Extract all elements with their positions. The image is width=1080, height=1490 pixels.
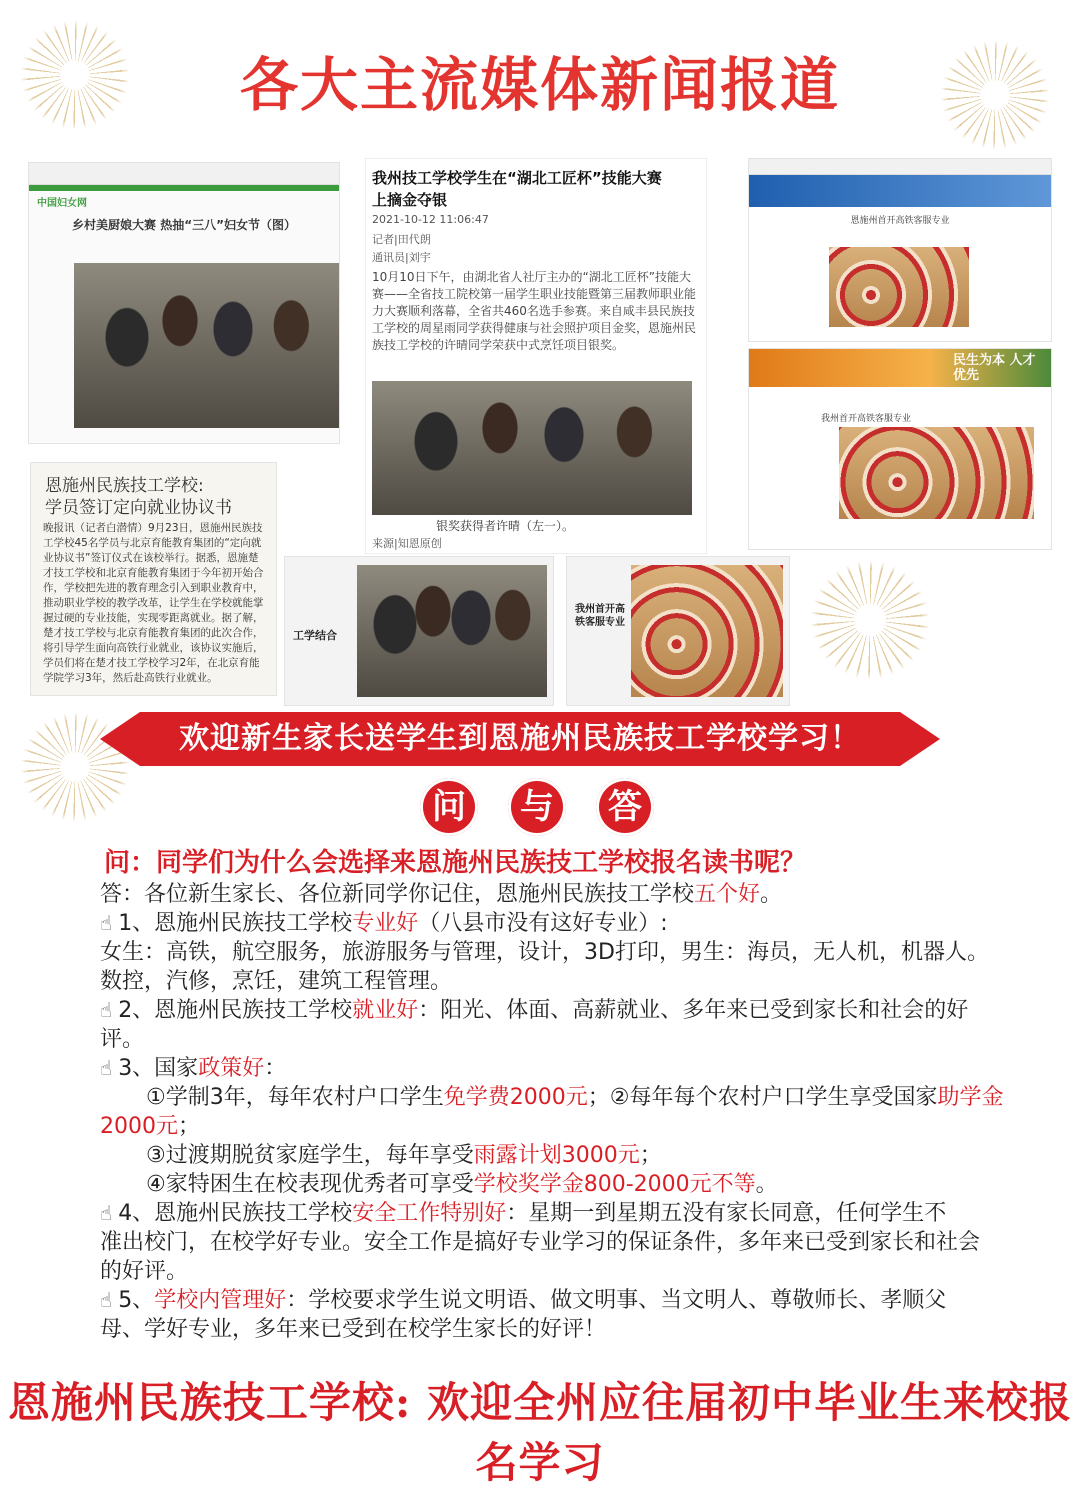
answer-text: ：学校要求学生说文明语、做文明事、当文明人、尊敬师长、孝顺父 xyxy=(286,1288,947,1313)
answer-highlight: 学校奖学金800-2000元不等 xyxy=(473,1172,756,1197)
clip-headline: 我州技工学校学生在“湖北工匠杯”技能大赛上摘金夺银 xyxy=(372,169,662,209)
point-2-line-2: 评。 xyxy=(100,1027,145,1052)
pointing-hand-icon: ☝ xyxy=(100,911,113,935)
clip-body: 10月10日下午，由湖北省人社厅主办的“湖北工匠杯”技能大赛——全省技工院校第一届学生职业技能暨第三届教师职业能力大赛顺利落幕，全省共460名选手参赛。来自咸丰县民族技工学校的周星雨同学获得健康与社会照护项目金奖，恩施州民族技工学校的许晴同学荣获中式烹饪项目银奖。 xyxy=(372,270,697,352)
answer-highlight: 免学费2000元 xyxy=(443,1085,588,1110)
point-1 xyxy=(100,909,1020,938)
clip-label: 工学结合 xyxy=(293,629,337,642)
pointing-hand-icon: ☝ xyxy=(100,1288,113,1312)
answer-text: 。 xyxy=(760,882,783,907)
news-clip-gov-site xyxy=(748,158,1052,342)
answer-highlight: 雨露计划3000元 xyxy=(473,1143,640,1168)
news-clip-rail xyxy=(566,556,790,706)
answer-highlight: 五个好 xyxy=(694,882,761,907)
award-photo xyxy=(372,381,692,515)
source: 来源|知恩原创 xyxy=(372,537,442,550)
answer-text: ； xyxy=(178,1114,201,1139)
news-clip-work-study xyxy=(284,556,554,706)
answer-highlight: 政策好 xyxy=(198,1056,265,1081)
cooking-photo xyxy=(74,263,339,428)
correspondent: 通讯员|刘宇 xyxy=(372,251,431,264)
clip-headline: 乡村美厨娘大赛 热抽“三八”妇女节（图） xyxy=(72,218,296,232)
answer-text: 。 xyxy=(755,1172,778,1197)
clip-headline: 我州首开高铁客服专业 xyxy=(575,604,625,628)
point-4-line-2: 准出校门，在校学好专业。安全工作是搞好专业学习的保证条件，多年来已受到家长和社会 xyxy=(100,1230,981,1255)
point-3-sub-3 xyxy=(146,1141,1016,1170)
site-banner xyxy=(749,349,1051,387)
news-clip-competition xyxy=(365,158,707,554)
pointing-hand-icon: ☝ xyxy=(100,998,113,1022)
answer-text: 5、 xyxy=(118,1288,155,1313)
point-5-line-2: 母、学好专业，多年来已受到在校学生家长的好评！ xyxy=(100,1317,607,1342)
qa-char-and: 与 xyxy=(508,778,566,836)
answer-highlight: 就业好 xyxy=(352,998,419,1023)
page-title: 各大主流媒体新闻报道 xyxy=(239,51,840,119)
answer-text: ； xyxy=(639,1143,662,1168)
point-3-sub-4 xyxy=(146,1170,1016,1199)
site-banner xyxy=(749,175,1051,207)
reporter: 记者|田代朗 xyxy=(372,233,431,246)
point-3 xyxy=(100,1054,1020,1083)
clip-subheadline: 学员签订定向就业协议书 xyxy=(45,498,232,518)
news-clip-cooking xyxy=(28,162,340,444)
point-4-line-3: 的好评。 xyxy=(100,1259,189,1284)
dancers-photo xyxy=(631,565,783,697)
answer-highlight: 助学金 xyxy=(937,1085,1004,1110)
workshop-photo xyxy=(357,565,547,697)
answer-intro xyxy=(100,880,1020,909)
dancers-photo xyxy=(839,427,1034,519)
question-heading: 问：同学们为什么会选择来恩施州民族技工学校报名读书呢？ xyxy=(104,848,807,878)
point-3-sub-1-line-2 xyxy=(100,1112,1020,1141)
answer-text: 1、恩施州民族技工学校 xyxy=(118,911,353,936)
answer-text: 答：各位新生家长、各位新同学你记住，恩施州民族技工学校 xyxy=(100,882,695,907)
news-clip-agreement xyxy=(30,462,277,696)
dancers-photo xyxy=(829,247,969,327)
clip-headline: 恩施州民族技工学校: xyxy=(45,476,204,496)
ribbon-text: 欢迎新生家长送学生到恩施州民族技工学校学习！ xyxy=(179,721,861,756)
qa-char-ask: 问 xyxy=(420,778,478,836)
answer-highlight: 专业好 xyxy=(352,911,419,936)
browser-bar xyxy=(29,163,339,185)
firework-decoration xyxy=(810,560,930,680)
answer-text: ④家特困生在校表现优秀者可享受 xyxy=(146,1172,474,1197)
pointing-hand-icon: ☝ xyxy=(100,1056,113,1080)
timestamp: 2021-10-12 11:06:47 xyxy=(372,213,489,226)
answer-text: ：阳光、体面、高薪就业、多年来已受到家长和社会的好 xyxy=(418,998,969,1023)
qa-char-answer: 答 xyxy=(596,778,654,836)
answer-text: ： xyxy=(264,1056,287,1081)
answer-highlight: 安全工作特别好 xyxy=(352,1201,507,1226)
clip-headline: 恩施州首开高铁客服专业 xyxy=(850,216,950,226)
clip-body: 晚报讯（记者白潜情）9月23日，恩施州民族技工学校45名学员与北京育能教育集团的“定向就业协议书”签订仪式在该校举行。据悉，恩施楚才技工学校和北京育能教育集团于今年初开始合作，学校把先进的教育理念引入到职业教育中，推动职业学校的教学改革，让学生在学校就能掌握过硬的专业技能，实现零距离就业。据了解，楚才技工学校与北京育能教育集团的此次合作，将引导学生面向高铁行业就业，该协议实施后，学员们将在楚才技工学校学习2年，在北京育能学院学习3年，然后赴高铁行业就业。 xyxy=(43,522,264,684)
point-2 xyxy=(100,996,1020,1025)
answer-text: （八县市没有这好专业）: xyxy=(418,911,668,936)
point-4 xyxy=(100,1199,1020,1228)
pointing-hand-icon: ☝ xyxy=(100,1201,113,1225)
answer-text: 2、恩施州民族技工学校 xyxy=(118,998,353,1023)
welcome-ribbon xyxy=(100,712,940,766)
answer-text: ：星期一到星期五没有家长同意，任何学生不 xyxy=(506,1201,947,1226)
answer-text: 3、国家 xyxy=(118,1056,199,1081)
footer-slogan: 恩施州民族技工学校: 欢迎全州应往届初中毕业生来校报名学习 xyxy=(7,1378,1073,1487)
answer-text: ①学制3年，每年农村户口学生 xyxy=(146,1085,444,1110)
photo-caption: 银奖获得者许晴（左一）。 xyxy=(436,519,575,533)
site-logo: 中国妇女网 xyxy=(37,198,87,209)
point-1-line-2: 女生：高铁，航空服务，旅游服务与管理，设计，3D打印，男生：海员，无人机，机器人。 xyxy=(100,940,989,965)
news-clip-hr-site xyxy=(748,348,1052,550)
point-5 xyxy=(100,1286,1020,1315)
answer-text: 4、恩施州民族技工学校 xyxy=(118,1201,353,1226)
browser-bar xyxy=(749,159,1051,175)
answer-text: ③过渡期脱贫家庭学生，每年享受 xyxy=(146,1143,474,1168)
answer-text: ；②每年每个农村户口学生享受国家 xyxy=(587,1085,938,1110)
answer-highlight: 2000元 xyxy=(100,1114,178,1139)
point-3-sub-1 xyxy=(146,1083,1016,1112)
qa-badge xyxy=(420,776,660,838)
point-1-line-3: 数控，汽修，烹饪，建筑工程管理。 xyxy=(100,969,453,994)
clip-headline: 我州首开高铁客服专业 xyxy=(821,414,912,424)
answer-highlight: 学校内管理好 xyxy=(154,1288,287,1313)
banner-slogan: 民生为本 人才优先 xyxy=(953,353,1036,383)
